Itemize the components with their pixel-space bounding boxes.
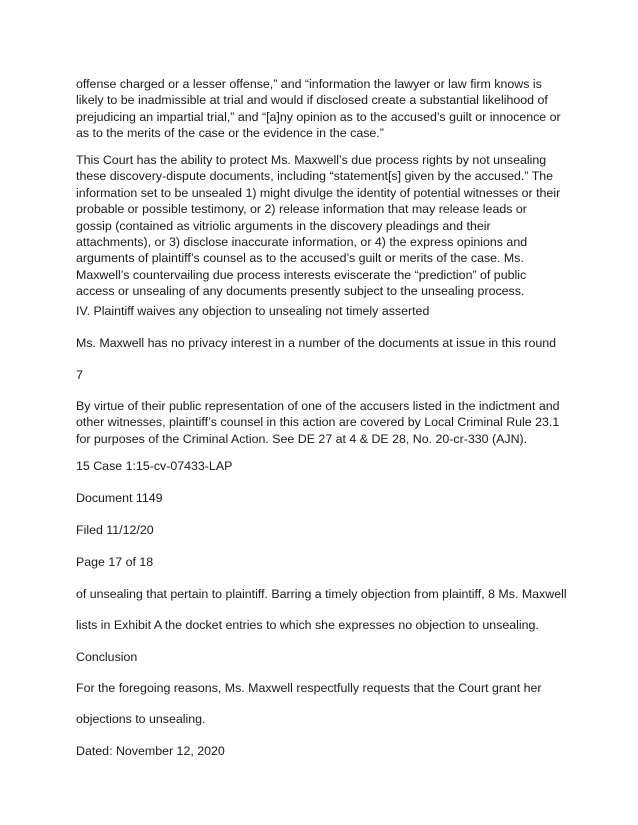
paragraph-unsealing-plaintiff: of unsealing that pertain to plaintiff. Barring a timely objection from plaintiff, 8 Ms. Maxwell: [76, 587, 567, 601]
filed-date: Filed 11/12/20: [76, 523, 154, 537]
paragraph-objections: objections to unsealing.: [76, 712, 206, 726]
paragraph-privacy-interest: Ms. Maxwell has no privacy interest in a number of the documents at issue in this round: [76, 336, 557, 350]
section-heading-conclusion: Conclusion: [76, 650, 138, 664]
document-number: Document 1149: [76, 491, 163, 505]
page-number: Page 17 of 18: [76, 555, 154, 569]
dated-line: Dated: November 12, 2020: [76, 744, 225, 758]
paragraph-conclusion: For the foregoing reasons, Ms. Maxwell respectfully requests that the Court grant her: [76, 681, 542, 695]
paragraph-rule-quote: offense charged or a lesser offense,” and “information the lawyer or law firm knows is likely to be inadmissible at trial and would if disclosed create a substantial likelihood of prejudicing an impartial trial,” and “[a]ny opinion as to the accused’s guilt or innocence or as to the merits of the case or the evidence in the case.”: [76, 77, 561, 141]
paragraph-due-process: This Court has the ability to protect Ms. Maxwell’s due process rights by not unsealing these discovery-dispute documents, including “statement[s] given by the accused.” The information set to be unsealed 1) might divulge the identity of potential witnesses or their probable or possible testimony, or 2) release information that may release leads or gossip (contained as vitriolic arguments in the discovery pleadings and their attachments), or 3) disclose inaccurate information, or 4) the express opinions and arguments of plaintiff’s counsel as to the accused’s guilt or merits of the case. Ms. Maxwell’s countervailing due process interests eviscerate the “prediction” of public access or unsealing of any documents presently subject to the unsealing process.: [76, 153, 561, 299]
paragraph-exhibit-a: lists in Exhibit A the docket entries to which she expresses no objection to unsealing.: [76, 618, 539, 632]
section-heading-waiver: IV. Plaintiff waives any objection to unsealing not timely asserted: [76, 304, 430, 318]
case-number: 15 Case 1:15-cv-07433-LAP: [76, 459, 233, 473]
footnote-text: By virtue of their public representation of one of the accusers listed in the indictment and other witnesses, plaintiff’s counsel in this action are covered by Local Criminal Rule 23.1 for purposes of the Criminal Action. See DE 27 at 4 & DE 28, No. 20-cr-330 (AJN).: [76, 399, 560, 446]
footnote-number: 7: [76, 368, 83, 382]
